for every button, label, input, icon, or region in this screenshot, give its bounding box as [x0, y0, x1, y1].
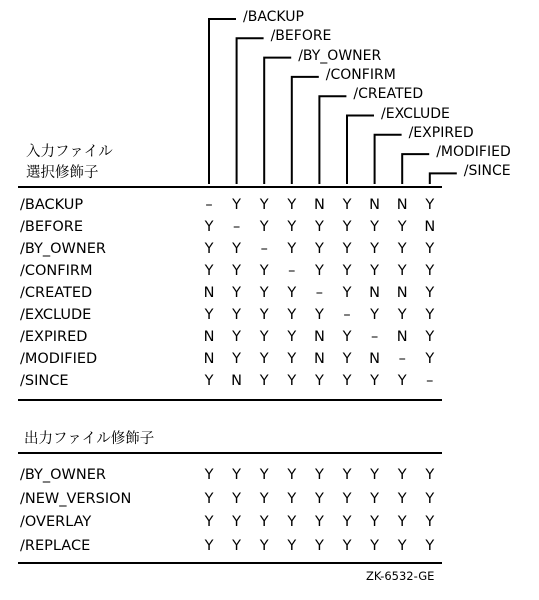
output-matrix-cell: Y: [287, 467, 297, 483]
column-leader-line: [375, 135, 402, 184]
column-header: /BACKUP: [243, 9, 304, 25]
matrix-cell: N: [203, 329, 215, 345]
matrix-cell: –: [315, 285, 324, 301]
matrix-cell: N: [313, 329, 325, 345]
matrix-cell: Y: [232, 197, 242, 213]
matrix-cell: N: [396, 285, 408, 301]
matrix-cell: Y: [259, 285, 269, 301]
matrix-cell: Y: [259, 263, 269, 279]
input-section-title-line-1: 入力ファイル: [26, 144, 113, 160]
output-row-label: /NEW_VERSION: [20, 490, 132, 507]
column-header: /BEFORE: [270, 28, 332, 45]
matrix-cell: Y: [287, 241, 297, 257]
matrix-cell: Y: [259, 329, 269, 345]
matrix-cell: Y: [314, 307, 324, 323]
column-header: /CONFIRM: [325, 66, 396, 83]
output-matrix-cell: Y: [232, 467, 242, 483]
output-matrix-cell: Y: [425, 537, 435, 554]
column-leader-line: [292, 77, 319, 184]
column-header: /EXPIRED: [408, 124, 474, 141]
output-matrix-cell: Y: [370, 467, 380, 483]
matrix-cell: N: [231, 373, 243, 389]
matrix-cell: Y: [232, 285, 242, 301]
table-rule-bottom: [18, 562, 442, 564]
matrix-cell: Y: [287, 373, 297, 389]
output-row-label: /OVERLAY: [20, 514, 92, 530]
column-header: /CREATED: [353, 86, 424, 103]
matrix-cell: Y: [204, 241, 214, 257]
matrix-cell: Y: [314, 219, 324, 235]
output-matrix-cell: Y: [259, 537, 269, 554]
matrix-cell: Y: [342, 285, 352, 301]
output-matrix-cell: Y: [370, 514, 380, 530]
matrix-cell: Y: [370, 307, 380, 323]
matrix-cell: Y: [342, 373, 352, 389]
matrix-cell: –: [260, 241, 268, 257]
output-matrix-cell: Y: [397, 490, 407, 507]
matrix-cell: Y: [342, 351, 352, 367]
matrix-cell: Y: [259, 219, 269, 235]
output-matrix-cell: Y: [259, 514, 269, 530]
table-rule-middle: [18, 399, 442, 401]
matrix-cell: –: [343, 307, 351, 323]
output-matrix-cell: Y: [314, 537, 324, 554]
matrix-cell: Y: [314, 241, 324, 257]
matrix-cell: N: [313, 351, 325, 367]
column-leader-line: [237, 38, 264, 184]
matrix-cell: Y: [425, 351, 435, 367]
matrix-cell: –: [232, 219, 241, 235]
column-leader-line: [264, 58, 291, 184]
matrix-cell: Y: [287, 351, 297, 367]
matrix-cell: N: [424, 219, 436, 235]
output-matrix-cell: Y: [314, 467, 324, 483]
row-label: /EXCLUDE: [20, 307, 92, 323]
column-header: /MODIFIED: [436, 144, 511, 161]
matrix-cell: Y: [397, 241, 407, 257]
matrix-cell: Y: [342, 197, 352, 213]
matrix-cell: Y: [397, 219, 407, 235]
column-header: /BY_OWNER: [298, 47, 382, 64]
output-matrix-cell: Y: [397, 467, 407, 483]
matrix-cell: N: [369, 351, 381, 367]
output-matrix-cell: Y: [204, 514, 214, 530]
table-rule-top: [18, 186, 442, 188]
matrix-cell: Y: [370, 241, 380, 257]
matrix-cell: Y: [370, 263, 380, 279]
output-section-title: 出力ファイル修飾子: [24, 431, 155, 447]
matrix-cell: Y: [232, 263, 242, 279]
output-matrix-cell: Y: [397, 514, 407, 530]
column-header: /EXCLUDE: [381, 105, 450, 122]
output-matrix-cell: Y: [370, 537, 380, 554]
output-matrix-cell: Y: [425, 490, 435, 507]
output-matrix-cell: Y: [259, 467, 269, 483]
row-label: /CONFIRM: [20, 263, 93, 279]
output-matrix-cell: Y: [425, 514, 435, 530]
output-matrix-cell: Y: [342, 514, 352, 530]
output-matrix-cell: Y: [287, 514, 297, 530]
matrix-cell: Y: [342, 263, 352, 279]
row-label: /MODIFIED: [20, 351, 98, 367]
row-label: /BY_OWNER: [20, 241, 106, 257]
matrix-cell: Y: [287, 285, 297, 301]
matrix-cell: Y: [232, 329, 242, 345]
figure-id: ZK-6532-GE: [366, 569, 435, 583]
matrix-cell: Y: [232, 307, 242, 323]
row-label: /SINCE: [20, 373, 69, 389]
output-matrix-cell: Y: [425, 467, 435, 483]
matrix-cell: Y: [314, 263, 324, 279]
matrix-cell: Y: [425, 263, 435, 279]
matrix-cell: N: [203, 285, 215, 301]
matrix-cell: Y: [370, 219, 380, 235]
matrix-cell: Y: [370, 373, 380, 389]
matrix-cell: –: [288, 263, 296, 279]
output-matrix-cell: Y: [397, 537, 407, 554]
row-label: /EXPIRED: [20, 329, 88, 345]
output-matrix-cell: Y: [232, 490, 242, 507]
row-label: /CREATED: [20, 285, 93, 301]
matrix-cell: Y: [342, 219, 352, 235]
matrix-cell: Y: [425, 329, 435, 345]
row-label: /BEFORE: [20, 219, 83, 235]
matrix-cell: –: [426, 373, 434, 389]
matrix-cell: N: [369, 197, 381, 213]
matrix-cell: Y: [314, 373, 324, 389]
column-leader-line: [319, 96, 346, 184]
output-matrix-cell: Y: [370, 490, 380, 507]
matrix-cell: Y: [425, 241, 435, 257]
matrix-cell: Y: [232, 241, 242, 257]
column-leader-line: [430, 173, 457, 184]
output-matrix-cell: Y: [287, 537, 297, 554]
matrix-cell: Y: [397, 263, 407, 279]
matrix-cell: Y: [425, 285, 435, 301]
matrix-cell: Y: [204, 263, 214, 279]
output-matrix-cell: Y: [342, 467, 352, 483]
matrix-cell: Y: [259, 373, 269, 389]
matrix-cell: Y: [259, 307, 269, 323]
matrix-cell: –: [205, 197, 213, 213]
column-leader-line: [209, 19, 236, 184]
matrix-cell: –: [370, 329, 379, 345]
matrix-cell: Y: [397, 307, 407, 323]
output-matrix-cell: Y: [259, 490, 269, 507]
matrix-cell: Y: [397, 373, 407, 389]
matrix-cell: Y: [342, 329, 352, 345]
matrix-cell: N: [396, 329, 408, 345]
output-matrix-cell: Y: [287, 490, 297, 507]
output-matrix-cell: Y: [204, 490, 214, 507]
matrix-cell: Y: [287, 219, 297, 235]
matrix-cell: N: [313, 197, 325, 213]
output-matrix-cell: Y: [204, 537, 214, 554]
output-row-label: /REPLACE: [20, 537, 91, 554]
matrix-cell: Y: [425, 307, 435, 323]
matrix-cell: Y: [259, 351, 269, 367]
output-matrix-cell: Y: [342, 490, 352, 507]
matrix-cell: Y: [259, 197, 269, 213]
matrix-cell: Y: [204, 373, 214, 389]
output-matrix-cell: Y: [204, 467, 214, 483]
table-rule-output-top: [18, 452, 442, 454]
matrix-cell: –: [398, 351, 406, 367]
column-leader-line: [347, 116, 374, 185]
output-row-label: /BY_OWNER: [20, 467, 106, 483]
column-leader-line: [402, 154, 429, 184]
output-matrix-cell: Y: [232, 537, 242, 554]
matrix-cell: Y: [287, 329, 297, 345]
matrix-cell: Y: [232, 351, 242, 367]
matrix-cell: N: [396, 197, 408, 213]
matrix-cell: Y: [425, 197, 435, 213]
input-section-title-line-2: 選択修飾子: [26, 165, 99, 181]
output-matrix-cell: Y: [314, 514, 324, 530]
matrix-cell: Y: [287, 197, 297, 213]
matrix-cell: Y: [204, 307, 214, 323]
matrix-cell: Y: [287, 307, 297, 323]
matrix-cell: Y: [204, 219, 214, 235]
output-matrix-cell: Y: [314, 490, 324, 507]
output-matrix-cell: Y: [342, 537, 352, 554]
matrix-cell: N: [203, 351, 215, 367]
column-header: /SINCE: [463, 163, 511, 180]
matrix-cell: N: [369, 285, 381, 301]
output-matrix-cell: Y: [232, 514, 242, 530]
row-label: /BACKUP: [20, 197, 84, 213]
matrix-cell: Y: [342, 241, 352, 257]
